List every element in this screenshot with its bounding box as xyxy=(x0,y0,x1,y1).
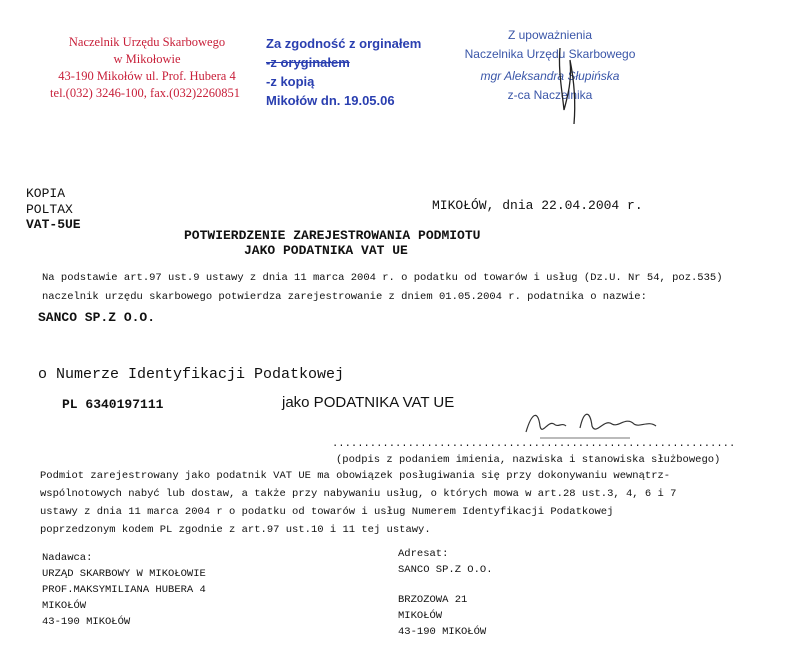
sender-line3: MIKOŁÓW xyxy=(42,600,87,612)
authorization-stamp-line4: z-ca Naczelnika xyxy=(507,88,593,102)
addressee-label: Adresat: xyxy=(398,548,449,560)
addressee-line2: BRZOZOWA 21 xyxy=(398,594,468,606)
addressee-line4: 43-190 MIKOŁÓW xyxy=(398,626,487,638)
conformity-stamp xyxy=(266,34,421,110)
form-code: VAT-5UE xyxy=(26,217,81,232)
sender-block xyxy=(42,550,206,630)
office-stamp-line1: Naczelnik Urzędu Skarbowego xyxy=(68,35,226,49)
taxpayer-name: SANCO SP.Z O.O. xyxy=(38,310,156,325)
conformity-stamp-line1: Za zgodność z orginałem xyxy=(266,36,422,51)
addressee-line3: MIKOŁÓW xyxy=(398,610,443,622)
legal-basis-line1: Na podstawie art.97 ust.9 ustawy z dnia 11 marca 2004 r. o podatku od towarów i usług (Dz.U. Nr 54, poz.535) xyxy=(42,272,723,284)
office-stamp xyxy=(52,34,242,102)
signature-caption: (podpis z podaniem imienia, nazwiska i stanowiska służbowego) xyxy=(336,454,721,466)
initials-signature xyxy=(540,40,600,130)
obligation-line1: Podmiot zarejestrowany jako podatnik VAT UE ma obowiązek posługiwania się przy dokonywaniu wewnątrz- xyxy=(40,470,671,482)
addressee-block xyxy=(398,546,493,640)
obligation-line2: wspólnotowych nabyć lub dostaw, a także przy nabywaniu usług, o których mowa w art.28 ust.3, 4, 6 i 7 xyxy=(40,488,677,500)
system-label: POLTAX xyxy=(26,202,73,217)
sender-line2: PROF.MAKSYMILIANA HUBERA 4 xyxy=(42,584,206,596)
authorization-stamp-line2: Naczelnika Urzędu Skarbowego xyxy=(464,47,636,61)
document-title-line2: JAKO PODATNIKA VAT UE xyxy=(244,243,408,258)
authorization-stamp-line3: mgr Aleksandra Słupińska xyxy=(480,69,620,83)
copy-label: KOPIA xyxy=(26,186,66,201)
nip-value: PL 6340197111 xyxy=(62,397,164,412)
sender-label: Nadawca: xyxy=(42,552,93,564)
signature-dots: ................................................................ xyxy=(332,438,736,450)
sender-line4: 43-190 MIKOŁÓW xyxy=(42,616,131,628)
legal-basis-line2: naczelnik urzędu skarbowego potwierdza zarejestrowanie z dniem 01.05.2004 r. podatnika o nazwie: xyxy=(42,291,647,303)
conformity-stamp-line4: Mikołów dn. 19.05.06 xyxy=(266,93,395,108)
obligation-line4: poprzedzonym kodem PL zgodnie z art.97 ust.10 i 11 tej ustawy. xyxy=(40,524,431,536)
nip-suffix: jako PODATNIKA VAT UE xyxy=(282,394,455,411)
conformity-stamp-line3: -z kopią xyxy=(266,74,315,89)
sender-line1: URZĄD SKARBOWY W MIKOŁOWIE xyxy=(42,568,206,580)
document-title-line1: POTWIERDZENIE ZAREJESTROWANIA PODMIOTU xyxy=(184,228,481,243)
authorization-stamp-line1: Z upoważnienia xyxy=(507,28,593,42)
obligation-line3: ustawy z dnia 11 marca 2004 r o podatku od towarów i usług Numerem Identyfikacji Podatkowej xyxy=(40,506,614,518)
conformity-stamp-line2: -z oryginałem xyxy=(266,55,350,70)
place-date: MIKOŁÓW, dnia 22.04.2004 r. xyxy=(432,198,643,213)
office-stamp-line2: w Mikołowie xyxy=(113,52,181,66)
office-stamp-line4: tel.(032) 3246-100, fax.(032)2260851 xyxy=(50,86,240,100)
addressee-line1: SANCO SP.Z O.O. xyxy=(398,564,493,576)
nip-label: o Numerze Identyfikacji Podatkowej xyxy=(38,366,345,383)
office-stamp-line3: 43-190 Mikołów ul. Prof. Hubera 4 xyxy=(58,69,236,83)
obligation-paragraph xyxy=(40,467,760,539)
